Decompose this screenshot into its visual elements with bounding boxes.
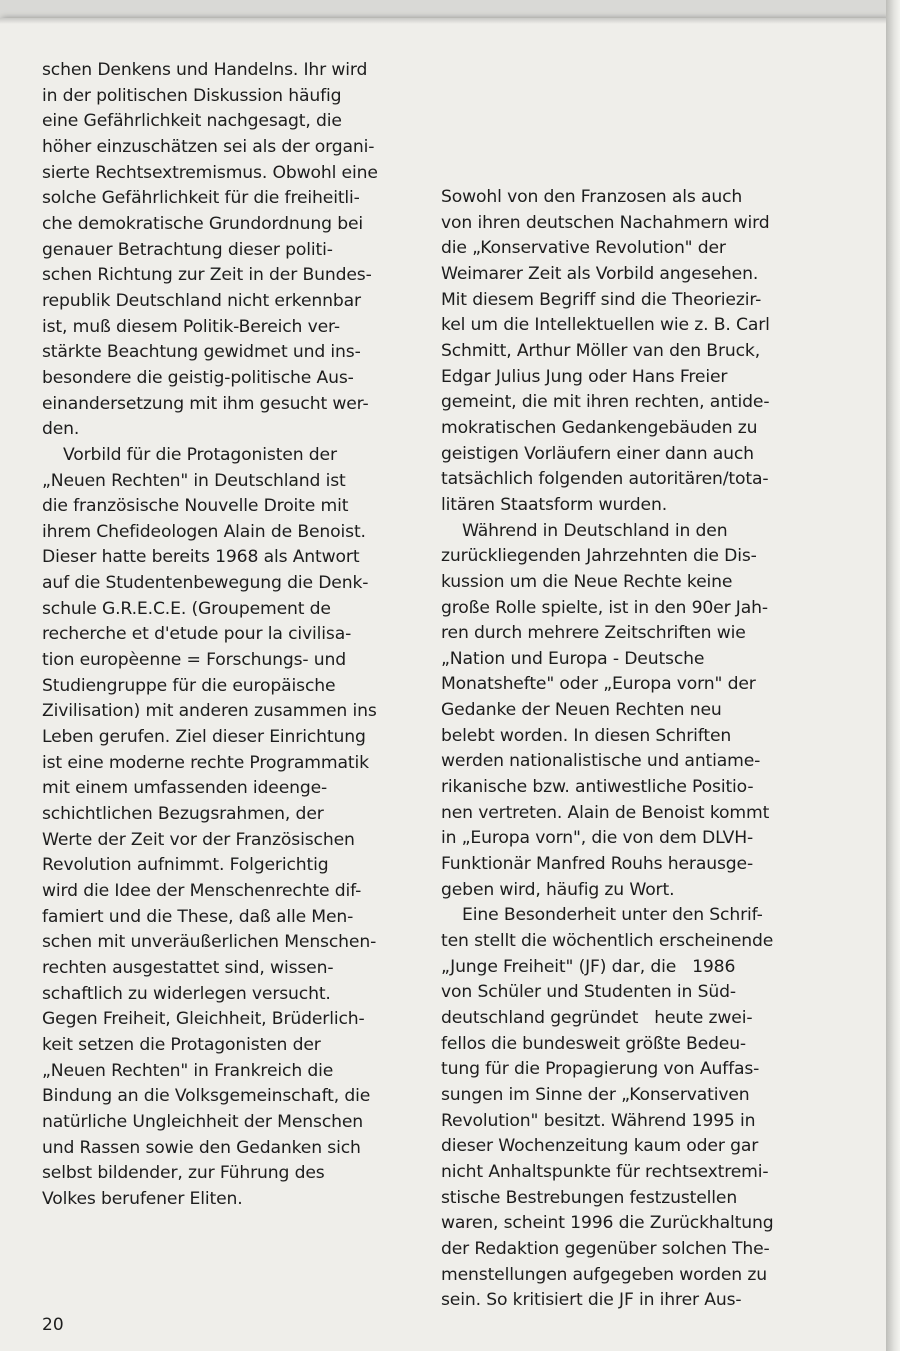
left-column-line: tion europèenne = Forschungs- und [42,650,347,671]
right-column-line: mokratischen Gedankengebäuden zu [441,417,758,438]
right-column-line: geistigen Vorläufern einer dann auch [441,443,754,464]
right-column-line: dieser Wochenzeitung kaum oder gar [441,1136,759,1157]
left-column-line: solche Gefährlichkeit für die freiheitli- [42,188,360,209]
right-column-line: Mit diesem Begriff sind die Theoriezir- [441,289,762,310]
left-column-line: stärkte Beachtung gewidmet und ins- [42,342,361,363]
left-column-line: schule G.R.E.C.E. (Groupement de [42,598,331,619]
left-column-line: Dieser hatte bereits 1968 als Antwort [42,547,360,568]
right-column-line: deutschland gegründet heute zwei- [441,1008,753,1028]
left-column-line: Werte der Zeit vor der Französischen [42,829,355,850]
left-column-line: sierte Rechtsextremismus. Obwohl eine [42,162,378,183]
right-column-line: „Junge Freiheit" (JF) dar, die 1986 [441,956,736,977]
left-column-line: schen Denkens und Handelns. Ihr wird [42,60,368,80]
right-column-line: große Rolle spielte, ist in den 90er Jah- [441,597,768,618]
left-column-line: Vorbild für die Protagonisten der [63,444,337,465]
right-column-line: Gedanke der Neuen Rechten neu [441,700,722,721]
left-column-line: besondere die geistig-politische Aus- [42,367,354,388]
left-column-line: republik Deutschland nicht erkennbar [42,290,361,311]
left-column-line: Gegen Freiheit, Gleichheit, Brüderlich- [42,1009,365,1030]
right-column-line: tung für die Propagierung von Auffas- [441,1059,760,1080]
right-column-line: rikanische bzw. antiwestliche Positio- [441,777,754,798]
right-column-line: von ihren deutschen Nachahmern wird [441,212,770,233]
right-column-line: geben wird, häufig zu Wort. [441,879,675,900]
left-column-line: ihrem Chefideologen Alain de Benoist. [42,521,366,542]
right-column-line: tatsächlich folgenden autoritären/tota- [441,469,769,490]
left-column-line: keit setzen die Protagonisten der [42,1034,321,1055]
right-column-line: kel um die Intellektuellen wie z. B. Carl [441,315,770,336]
left-column-line: selbst bildender, zur Führung des [42,1163,325,1184]
left-column-line: famiert und die These, daß alle Men- [42,906,354,927]
left-column-line: „Neuen Rechten" in Frankreich die [42,1060,334,1081]
left-column-line: eine Gefährlichkeit nachgesagt, die [42,111,342,132]
right-column-line: zurückliegenden Jahrzehnten die Dis- [441,546,757,567]
right-column-line: stische Bestrebungen festzustellen [441,1187,738,1208]
right-column-line: die „Konservative Revolution" der [441,238,726,259]
right-column-line: in „Europa vorn", die von dem DLVH- [441,828,754,849]
left-column-line: Leben gerufen. Ziel dieser Einrichtung [42,727,366,748]
right-column-line: gemeint, die mit ihren rechten, antide- [441,392,770,413]
left-column-line: schen mit unveräußerlichen Menschen- [42,932,377,953]
left-column-line: wird die Idee der Menschenrechte dif- [42,881,362,901]
left-column-line: in der politischen Diskussion häufig [42,85,342,106]
left-column-line: die französische Nouvelle Droite mit [42,496,349,517]
left-column-line: ist, muß diesem Politik-Bereich ver- [42,316,340,337]
right-column-line: kussion um die Neue Rechte keine [441,571,733,592]
right-column-line: Eine Besonderheit unter den Schrif- [462,905,763,926]
right-column-line: der Redaktion gegenüber solchen The- [441,1238,770,1259]
right-column-line: Edgar Julius Jung oder Hans Freier [441,366,728,387]
right-column-line: von Schüler und Studenten in Süd- [441,982,736,1003]
left-column-line: „Neuen Rechten" in Deutschland ist [42,470,346,491]
right-column-line: Revolution" besitzt. Während 1995 in [441,1110,756,1131]
left-column-line: Zivilisation) mit anderen zusammen ins [42,701,377,722]
right-column-line: ren durch mehrere Zeitschriften wie [441,623,746,644]
left-column-line: auf die Studentenbewegung die Denk- [42,573,369,594]
left-column-line: einandersetzung mit ihm gesucht wer- [42,393,369,414]
left-column-line: recherche et d'etude pour la civilisa- [42,624,352,645]
left-column-line: genauer Betrachtung dieser politi- [42,239,333,260]
left-column-line: Studiengruppe für die europäische [42,675,336,696]
left-column-line: Revolution aufnimmt. Folgerichtig [42,855,329,876]
left-column-line: höher einzuschätzen sei als der organi- [42,136,375,157]
page-number: 20 [42,1315,64,1335]
right-column-line: werden nationalistische und antiame- [441,751,761,772]
left-column-line: che demokratische Grundordnung bei [42,213,364,234]
right-column-line: Funktionär Manfred Rouhs herausge- [441,854,754,875]
right-column-line: nicht Anhaltspunkte für rechtsextremi- [441,1161,769,1182]
right-column-line: litären Staatsform wurden. [441,494,668,515]
left-column-line: schaftlich zu widerlegen versucht. [42,983,331,1004]
right-column-line: menstellungen aufgegeben worden zu [441,1264,767,1285]
right-column-line: belebt worden. In diesen Schriften [441,725,732,746]
right-column-line: „Nation und Europa - Deutsche [441,648,705,669]
left-column-line: natürliche Ungleichheit der Menschen [42,1111,364,1132]
right-column-line: waren, scheint 1996 die Zurückhaltung [441,1213,774,1234]
left-column-line: schen Richtung zur Zeit in der Bundes- [42,265,372,286]
left-column-line: ist eine moderne rechte Programmatik [42,752,369,773]
left-column-line: rechten ausgestattet sind, wissen- [42,957,334,978]
right-column-line: nen vertreten. Alain de Benoist kommt [441,802,770,823]
right-column-line: sungen im Sinne der „Konservativen [441,1084,750,1105]
left-column-line: und Rassen sowie den Gedanken sich [42,1137,361,1158]
left-column-line: den. [42,419,80,440]
left-column-line: mit einem umfassenden ideenge- [42,778,328,799]
left-column-line: Volkes berufener Eliten. [42,1188,243,1209]
left-column-line: Bindung an die Volksgemeinschaft, die [42,1086,371,1107]
right-column-line: Weimarer Zeit als Vorbild angesehen. [441,263,759,284]
right-column-line: Monatshefte" oder „Europa vorn" der [441,674,756,695]
left-text-column [42,58,412,1213]
left-column-line: schichtlichen Bezugsrahmen, der [42,804,324,825]
right-column-line: sein. So kritisiert die JF in ihrer Aus- [441,1290,742,1311]
right-text-column [441,185,811,1314]
right-column-line: Sowohl von den Franzosen als auch [441,187,743,207]
page-edge-shadow [886,0,900,1351]
right-column-line: Während in Deutschland in den [462,520,728,541]
right-column-line: fellos die bundesweit größte Bedeu- [441,1033,746,1054]
right-column-line: ten stellt die wöchentlich erscheinende [441,931,774,952]
right-column-line: Schmitt, Arthur Möller van den Bruck, [441,340,761,361]
